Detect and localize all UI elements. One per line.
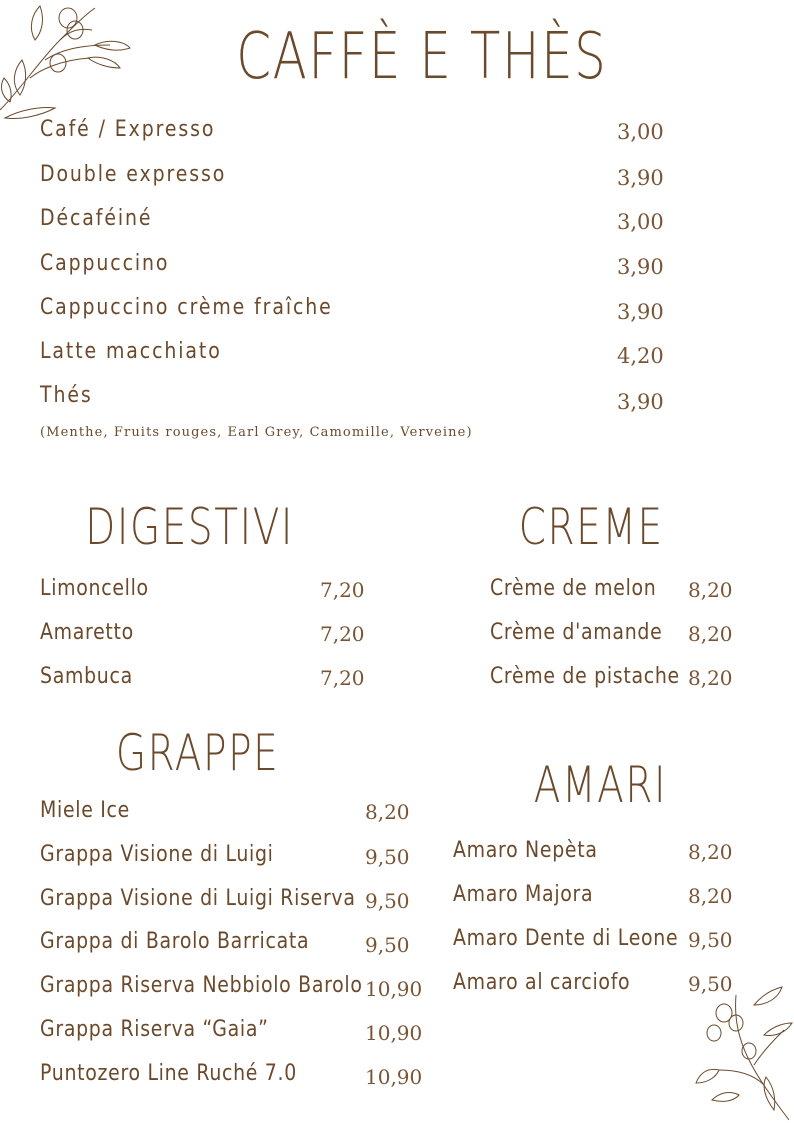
caffe-title: CAFFÈ E THÈS xyxy=(236,20,608,94)
menu-item-price: 9,50 xyxy=(365,933,410,957)
menu-item-name: Cappuccino crème fraîche xyxy=(40,295,333,320)
menu-item-price: 8,20 xyxy=(688,666,733,690)
menu-item-price: 10,90 xyxy=(365,977,423,1001)
menu-item-price: 8,20 xyxy=(688,622,733,646)
menu-item-price: 8,20 xyxy=(688,884,733,908)
menu-item-price: 3,90 xyxy=(617,390,664,414)
menu-item-price: 7,20 xyxy=(320,666,365,690)
menu-item-name: Grappa Riserva “Gaia” xyxy=(40,1017,269,1042)
menu-item-price: 8,20 xyxy=(688,840,733,864)
menu-item-name: Latte macchiato xyxy=(40,339,222,364)
menu-item-price: 3,00 xyxy=(617,120,664,144)
menu-item-price: 9,50 xyxy=(365,889,410,913)
grappe-title: GRAPPE xyxy=(115,724,280,782)
menu-item-name: Grappa Visione di Luigi Riserva xyxy=(40,886,356,911)
menu-item-price: 4,20 xyxy=(617,344,664,368)
menu-item-name: Amaro Nepèta xyxy=(453,838,598,863)
menu-item-price: 9,50 xyxy=(688,928,733,952)
menu-item-price: 10,90 xyxy=(365,1021,423,1045)
digestivi-title: DIGESTIVI xyxy=(85,498,294,556)
menu-item-name: Décaféiné xyxy=(40,206,153,231)
menu-item-price: 3,90 xyxy=(617,255,664,279)
menu-item-price: 9,50 xyxy=(688,972,733,996)
olive-branch-icon xyxy=(694,985,794,1123)
menu-item-name: Crème de melon xyxy=(490,576,657,601)
menu-item-price: 3,90 xyxy=(617,166,664,190)
menu-item-name: Double expresso xyxy=(40,162,227,187)
menu-item-name: Amaro Dente di Leone xyxy=(453,926,679,951)
menu-item-price: 7,20 xyxy=(320,578,365,602)
menu-item-name: Thés xyxy=(40,383,93,408)
menu-item-name: Puntozero Line Ruché 7.0 xyxy=(40,1061,297,1086)
amari-title: AMARI xyxy=(533,756,668,814)
menu-item-name: Café / Expresso xyxy=(40,117,216,142)
menu-item-name: Cappuccino xyxy=(40,251,170,276)
menu-item-name: Amaretto xyxy=(40,620,134,645)
menu-item-name: Grappa di Barolo Barricata xyxy=(40,929,310,954)
menu-item-price: 10,90 xyxy=(365,1065,423,1089)
menu-item-name: Limoncello xyxy=(40,576,149,601)
creme-title: CREME xyxy=(518,498,664,556)
menu-item-name: Crème d'amande xyxy=(490,620,663,645)
menu-item-name: Grappa Visione di Luigi xyxy=(40,842,274,867)
menu-item-name: Crème de pistache xyxy=(490,664,680,689)
menu-item-name: Grappa Riserva Nebbiolo Barolo xyxy=(40,973,363,998)
menu-item-price: 8,20 xyxy=(688,578,733,602)
olive-branch-icon xyxy=(0,0,135,125)
tea-varieties-note: (Menthe, Fruits rouges, Earl Grey, Camomille, Verveine) xyxy=(40,425,473,440)
menu-item-name: Amaro al carciofo xyxy=(453,970,631,995)
menu-item-name: Amaro Majora xyxy=(453,882,594,907)
menu-item-price: 3,00 xyxy=(617,210,664,234)
menu-item-name: Sambuca xyxy=(40,664,133,689)
menu-item-price: 8,20 xyxy=(365,800,410,824)
menu-item-price: 3,90 xyxy=(617,300,664,324)
menu-item-name: Miele Ice xyxy=(40,798,130,823)
menu-item-price: 9,50 xyxy=(365,845,410,869)
menu-item-price: 7,20 xyxy=(320,622,365,646)
